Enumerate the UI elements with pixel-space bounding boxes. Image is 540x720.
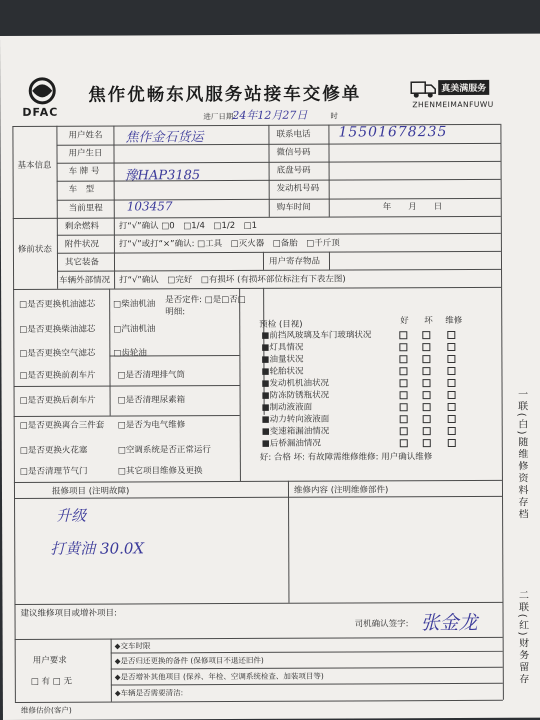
exhaust-check[interactable]: □是否清理排气筒 bbox=[117, 370, 186, 381]
checkbox[interactable] bbox=[423, 379, 431, 387]
urea-check[interactable]: □是否清理尿素箱 bbox=[117, 395, 186, 406]
form-title: 焦作优畅东风服务站接车交修单 bbox=[88, 84, 362, 106]
suggest-label: 建议维修项目或增补项目: bbox=[20, 608, 117, 619]
user-items-label: 用户寄存物品 bbox=[268, 256, 321, 267]
checkbox[interactable] bbox=[422, 343, 430, 351]
repair-note-upgrade[interactable]: 升级 bbox=[56, 506, 87, 525]
appearance-label: 车辆外部情况 bbox=[59, 275, 111, 286]
inspection-item: ■发动机机油状况 bbox=[261, 378, 330, 389]
gear-oil-check[interactable]: □齿轮油 bbox=[113, 348, 147, 359]
inspection-title: 预检 (目视) bbox=[259, 319, 303, 330]
brand-text: DFAC bbox=[22, 105, 59, 119]
user-req-item: ◆是否归还更换的备件 (保修项目不退还旧件) bbox=[114, 655, 264, 666]
diesel-oil-check[interactable]: □柴油机油 bbox=[113, 299, 156, 310]
checkbox[interactable] bbox=[448, 427, 456, 435]
plate-field[interactable]: 豫HAP3185 bbox=[124, 168, 201, 184]
checkbox[interactable] bbox=[400, 403, 408, 411]
gasoline-oil-check[interactable]: □汽油机油 bbox=[113, 324, 156, 335]
checkbox[interactable] bbox=[447, 367, 455, 375]
col-good: 好 bbox=[400, 316, 409, 327]
section-pre-status: 修前状态 bbox=[17, 244, 52, 255]
checkbox[interactable] bbox=[422, 355, 430, 363]
checkbox[interactable] bbox=[399, 355, 407, 363]
appearance-options[interactable]: 打“√”确认 □完好 □有损坏 (有损坏部位标注有下表左图) bbox=[119, 274, 346, 286]
throttle-check[interactable]: □是否清理节气门 bbox=[19, 466, 88, 477]
electric-check[interactable]: □是否为电气维修 bbox=[117, 420, 186, 431]
repair-note-grease[interactable]: 打黄油 30.0X bbox=[50, 539, 145, 558]
accessories-options[interactable]: 打“√”或打“×”确认: □工具 □灭火器 □备胎 □千斤顶 bbox=[118, 238, 340, 250]
checkbox[interactable] bbox=[423, 439, 431, 447]
spark-plug-check[interactable]: □是否更换火花塞 bbox=[19, 445, 88, 456]
inspection-item: ■制动液液面 bbox=[261, 402, 313, 413]
customer-name-field[interactable]: 焦作金石货运 bbox=[125, 130, 204, 146]
checkbox[interactable] bbox=[448, 403, 456, 411]
stamp-name: 真美满服务 bbox=[438, 80, 489, 95]
checkbox[interactable] bbox=[400, 379, 408, 387]
inspection-item: ■动力转向液液面 bbox=[261, 414, 330, 425]
inspection-checkboxes bbox=[0, 34, 540, 36]
copy-two-label: 二联(红)财务留存 bbox=[516, 589, 528, 686]
air-filter-check[interactable]: □是否更换空气滤芯 bbox=[19, 348, 96, 359]
checkbox[interactable] bbox=[422, 367, 430, 375]
date-value: 24年12月27日 bbox=[232, 108, 308, 122]
stamp-pinyin: ZHENMEIMANFUWU bbox=[412, 99, 494, 110]
engine-label: 发动机号码 bbox=[276, 183, 320, 194]
truck-icon bbox=[410, 78, 436, 100]
copy-one-label: 一联(白)随维修资料存档 bbox=[515, 388, 528, 521]
user-req-options[interactable]: □ 有 □ 无 bbox=[30, 676, 73, 687]
ac-check[interactable]: □空调系统是否正常运行 bbox=[117, 445, 211, 456]
checkbox[interactable] bbox=[400, 427, 408, 435]
mileage-field[interactable]: 103457 bbox=[126, 199, 173, 214]
checkbox[interactable] bbox=[423, 427, 431, 435]
wechat-label: 微信号码 bbox=[276, 147, 311, 158]
dongfeng-swirl-icon bbox=[22, 76, 62, 106]
mileage-label: 当前里程 bbox=[68, 203, 103, 214]
buy-time-units: 年 月 日 bbox=[382, 202, 443, 213]
customer-name-label: 用户姓名 bbox=[68, 130, 103, 141]
inspection-legend: 好: 合格 坏: 有故障需维修维修: 用户确认维修 bbox=[259, 452, 433, 463]
inspection-item: ■灯具情况 bbox=[261, 342, 304, 353]
phone-field[interactable]: 15501678235 bbox=[338, 124, 448, 141]
phone-label: 联系电话 bbox=[276, 129, 311, 140]
checkbox[interactable] bbox=[399, 343, 407, 351]
date-suffix: 时 bbox=[330, 111, 338, 121]
fuel-filter-check[interactable]: □是否更换柴油滤芯 bbox=[19, 324, 96, 335]
col-bad: 坏 bbox=[424, 316, 433, 327]
checkbox[interactable] bbox=[422, 331, 430, 339]
report-header: 报修项目 (注明故障) bbox=[51, 486, 130, 497]
fuel-options[interactable]: 打“√”确认 □0 □1/4 □1/2 □1 bbox=[118, 220, 258, 232]
user-req-item: ◆车辆是否需要清洁: bbox=[114, 688, 184, 698]
model-label: 车 型 bbox=[68, 184, 95, 195]
repair-order-form bbox=[0, 34, 540, 720]
inspection-item: ■防冻防锈瓶状况 bbox=[261, 390, 330, 401]
date-label: 进厂日期: bbox=[203, 111, 236, 122]
fixed-part-check[interactable]: 是否定件: □是□否□ bbox=[165, 294, 246, 306]
user-req-item: ◆是否增补其他项目 (保养、年检、空调系统检查、加装项目等) bbox=[114, 671, 324, 682]
checkbox[interactable] bbox=[400, 391, 408, 399]
rear-brake-check[interactable]: □是否更换后刹车片 bbox=[19, 395, 96, 406]
col-repair: 维修 bbox=[445, 315, 463, 327]
content-header: 维修内容 (注明维修部件) bbox=[293, 485, 389, 496]
plate-label: 车 牌 号 bbox=[68, 166, 100, 177]
inspection-item: ■油量状况 bbox=[261, 354, 304, 365]
checkbox[interactable] bbox=[448, 415, 456, 423]
user-req-item: ◆交车时限 bbox=[114, 641, 151, 651]
checkbox[interactable] bbox=[448, 439, 456, 447]
front-brake-check[interactable]: □是否更换前刹车片 bbox=[19, 370, 96, 381]
checkbox[interactable] bbox=[423, 391, 431, 399]
inspection-item: ■轮胎状况 bbox=[261, 366, 304, 377]
user-req-label: 用户要求 bbox=[32, 655, 67, 666]
checkbox[interactable] bbox=[448, 391, 456, 399]
driver-signature[interactable]: 张金龙 bbox=[420, 611, 478, 635]
checkbox[interactable] bbox=[448, 379, 456, 387]
section-basic-info: 基本信息 bbox=[17, 160, 52, 171]
birthday-label: 用户生日 bbox=[68, 148, 103, 159]
checkbox[interactable] bbox=[423, 415, 431, 423]
inspection-item: ■变速箱漏油情况 bbox=[261, 426, 330, 437]
accessories-label: 附件状况 bbox=[64, 239, 99, 250]
chassis-label: 底盘号码 bbox=[276, 165, 311, 176]
checkbox[interactable] bbox=[400, 415, 408, 423]
buy-time-label: 购车时间 bbox=[276, 202, 311, 213]
checkbox[interactable] bbox=[399, 331, 407, 339]
service-stamp bbox=[410, 78, 502, 108]
other-repair-check[interactable]: □其它项目维修及更换 bbox=[117, 466, 203, 477]
inspection-item: ■前挡风玻璃及车门玻璃状况 bbox=[261, 330, 372, 341]
clutch-check[interactable]: □是否更换离合三件套 bbox=[19, 420, 105, 431]
checkbox[interactable] bbox=[447, 355, 455, 363]
inspection-item: ■后桥漏油情况 bbox=[261, 438, 321, 449]
detail-label: 明细: bbox=[165, 307, 186, 318]
checkbox[interactable] bbox=[423, 403, 431, 411]
fuel-label: 剩余燃料 bbox=[64, 221, 99, 232]
checkbox[interactable] bbox=[447, 343, 455, 351]
driver-sign-label: 司机确认签字: bbox=[354, 619, 409, 630]
checkbox[interactable] bbox=[400, 439, 408, 447]
form-grid bbox=[0, 34, 540, 36]
other-equipment-label: 其它装备 bbox=[64, 257, 100, 268]
checkbox[interactable] bbox=[399, 367, 407, 375]
oil-filter-check[interactable]: □是否更换机油滤芯 bbox=[19, 299, 96, 310]
estimate-label: 维修估价(客户) bbox=[20, 705, 72, 715]
checkbox[interactable] bbox=[447, 331, 455, 339]
